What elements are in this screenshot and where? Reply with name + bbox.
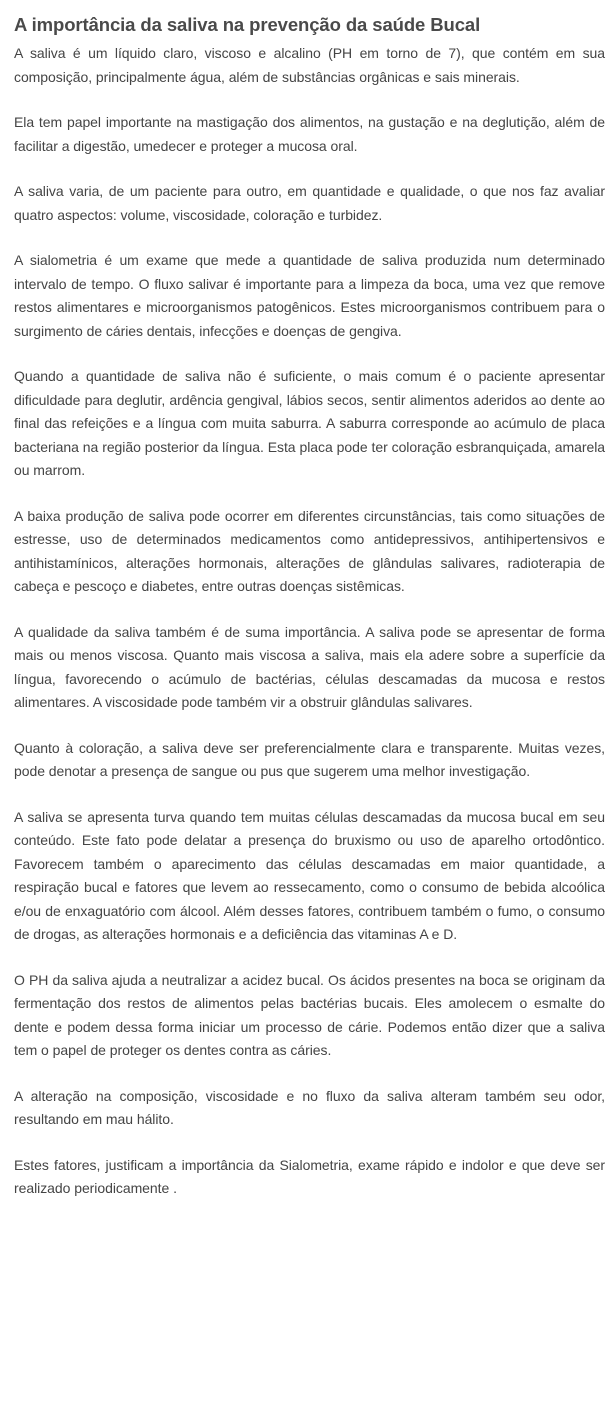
paragraph-5: Quando a quantidade de saliva não é suficiente, o mais comum é o paciente apresentar dificuldade para deglutir, ardência gengival, lábios secos, sentir alimentos aderidos ao dente ao final das refeições e a língua com muita saburra. A saburra corresponde ao acúmulo de placa bacteriana na região posterior da língua. Esta placa pode ter coloração esbranquiçada, amarela ou marrom. <box>14 368 605 478</box>
article <box>14 12 605 1223</box>
paragraph-8: Quanto à coloração, a saliva deve ser preferencialmente clara e transparente. Muitas vezes, pode denotar a presença de sangue ou pus que sugerem uma melhor investigação. <box>14 739 605 779</box>
paragraph-10: O PH da saliva ajuda a neutralizar a acidez bucal. Os ácidos presentes na boca se originam da fermentação dos restos de alimentos pelas bactérias bucais. Eles amolecem o esmalte do dente e podem dessa forma iniciar um processo de cárie. Podemos então dizer que a saliva tem o papel de proteger os dentes contra as cáries. <box>14 971 605 1058</box>
paragraph-12: Estes fatores, justificam a importância da Sialometria, exame rápido e indolor e que deve ser realizado periodicamente . <box>14 1156 605 1196</box>
paragraph-3: A saliva varia, de um paciente para outro, em quantidade e qualidade, o que nos faz avaliar quatro aspectos: volume, viscosidade, coloração e turbidez. <box>14 183 605 223</box>
article-title: A importância da saliva na prevenção da saúde Bucal <box>14 14 481 35</box>
paragraph-2: Ela tem papel importante na mastigação dos alimentos, na gustação e na deglutição, além de facilitar a digestão, umedecer e proteger a mucosa oral. <box>14 114 605 154</box>
paragraph-11: A alteração na composição, viscosidade e no fluxo da saliva alteram também seu odor, resultando em mau hálito. <box>14 1087 605 1127</box>
paragraph-6: A baixa produção de saliva pode ocorrer em diferentes circunstâncias, tais como situações de estresse, uso de determinados medicamentos como antidepressivos, antihipertensivos e antihistamínicos, alterações hormonais, alterações de glândulas salivares, radioterapia de cabeça e pescoço e diabetes, entre outras doenças sistêmicas. <box>14 507 605 594</box>
paragraph-9: A saliva se apresenta turva quando tem muitas células descamadas da mucosa bucal em seu conteúdo. Este fato pode delatar a presença do bruxismo ou uso de aparelho ortodôntico. Favorecem também o aparecimento das células descamadas em maior quantidade, a respiração bucal e fatores que levem ao ressecamento, como o consumo de bebida alcoólica e/ou de enxaguatório com álcool. Além desses fatores, contribuem também o fumo, o consumo de drogas, as alterações hormonais e a deficiência das vitaminas A e D. <box>14 808 605 942</box>
paragraph-7: A qualidade da saliva também é de suma importância. A saliva pode se apresentar de forma mais ou menos viscosa. Quanto mais viscosa a saliva, mais ela adere sobre a superfície da língua, favorecendo o acúmulo de bactérias, células descamadas da mucosa e restos alimentares. A viscosidade pode também vir a obstruir glândulas salivares. <box>14 623 605 710</box>
paragraph-1: A saliva é um líquido claro, viscoso e alcalino (PH em torno de 7), que contém em sua composição, principalmente água, além de substâncias orgânicas e sais minerais. <box>14 45 605 85</box>
paragraph-4: A sialometria é um exame que mede a quantidade de saliva produzida num determinado intervalo de tempo. O fluxo salivar é importante para a limpeza da boca, uma vez que remove restos alimentares e microorganismos patogênicos. Estes microorganismos contribuem para o surgimento de cáries dentais, infecções e doenças de gengiva. <box>14 252 605 339</box>
